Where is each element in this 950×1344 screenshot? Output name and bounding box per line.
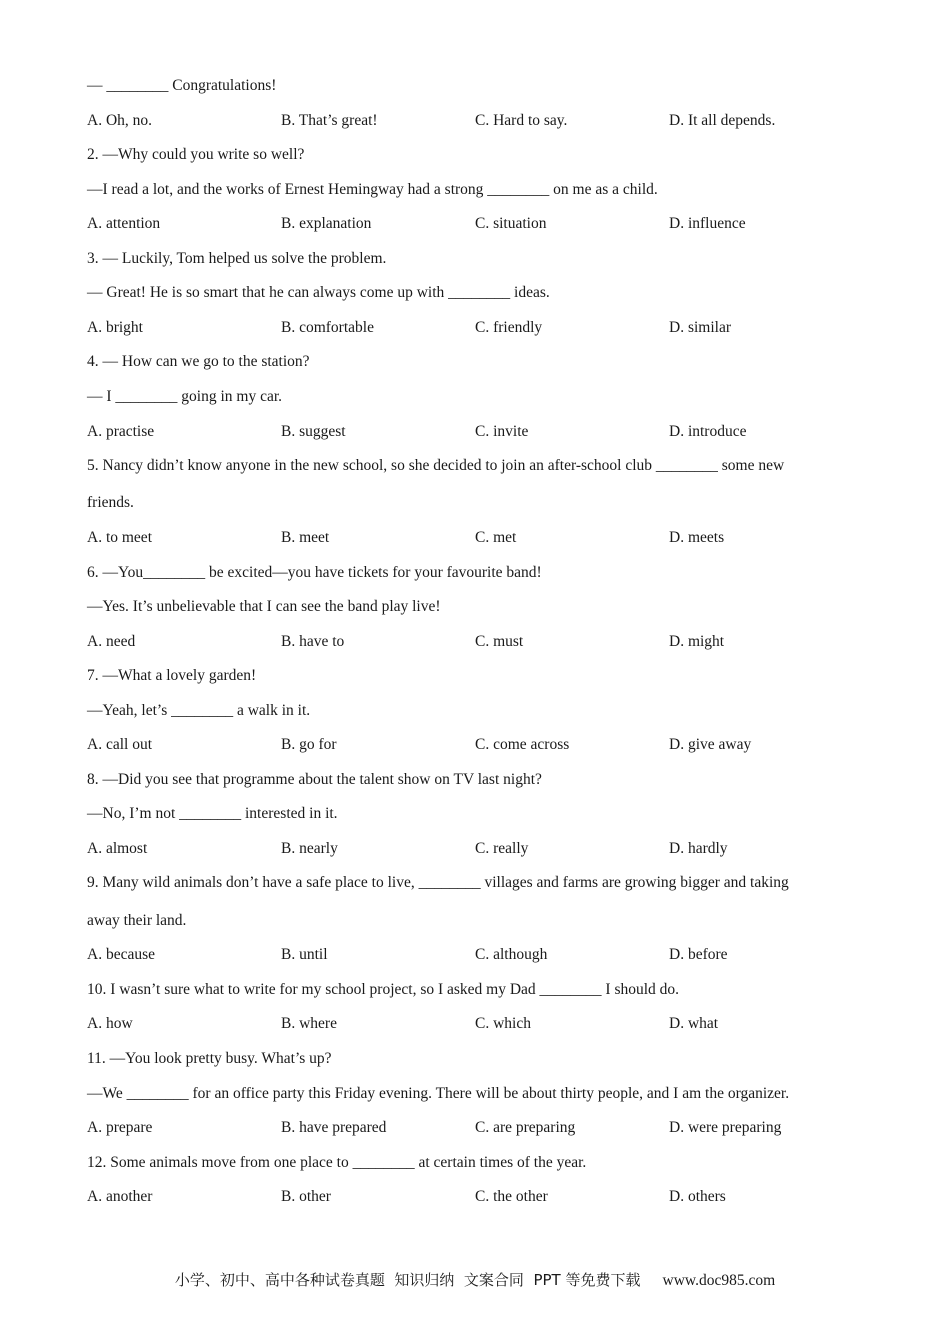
q5-question: 5. Nancy didn’t know anyone in the new school, so she decided to join an after-school club ________ some new <box>87 457 785 474</box>
q4-answer-line: — I ________ going in my car. <box>87 388 283 405</box>
q5-question-cont: friends. <box>87 494 134 511</box>
q11-question: 11. —You look pretty busy. What’s up? <box>87 1050 332 1067</box>
option-a: A. bright <box>87 319 143 336</box>
option-d: D. It all depends. <box>669 112 776 129</box>
q7-options <box>87 735 877 755</box>
q12-question: 12. Some animals move from one place to ________ at certain times of the year. <box>87 1154 587 1171</box>
option-b: B. where <box>281 1015 337 1032</box>
option-c: C. the other <box>475 1188 548 1205</box>
option-a: A. call out <box>87 736 152 753</box>
option-a: A. almost <box>87 840 148 857</box>
option-b: B. explanation <box>281 215 372 232</box>
q8-answer-line: —No, I’m not ________ interested in it. <box>87 805 338 822</box>
option-d: D. introduce <box>669 423 747 440</box>
q2-answer-line: —I read a lot, and the works of Ernest Hemingway had a strong ________ on me as a child. <box>87 181 658 198</box>
option-b: B. other <box>281 1188 331 1205</box>
option-a: A. to meet <box>87 529 152 546</box>
q3-question: 3. — Luckily, Tom helped us solve the problem. <box>87 250 387 267</box>
option-b: B. comfortable <box>281 319 374 336</box>
q4-options <box>87 422 877 442</box>
option-d: D. were preparing <box>669 1119 782 1136</box>
option-a: A. another <box>87 1188 153 1205</box>
q6-options <box>87 632 877 652</box>
q9-options <box>87 945 877 965</box>
q6-question: 6. —You________ be excited—you have tickets for your favourite band! <box>87 564 542 581</box>
q7-question: 7. —What a lovely garden! <box>87 667 257 684</box>
option-c: C. met <box>475 529 517 546</box>
q5-options <box>87 528 877 548</box>
option-d: D. similar <box>669 319 731 336</box>
option-b: B. That’s great! <box>281 112 378 129</box>
option-d: D. what <box>669 1015 719 1032</box>
footer-link[interactable]: www.doc985.com <box>662 1272 776 1289</box>
option-c: C. must <box>475 633 524 650</box>
option-c: C. Hard to say. <box>475 112 568 129</box>
option-b: B. go for <box>281 736 337 753</box>
q12-options <box>87 1187 877 1207</box>
option-c: C. invite <box>475 423 529 440</box>
option-b: B. suggest <box>281 423 346 440</box>
option-a: A. prepare <box>87 1119 153 1136</box>
option-c: C. really <box>475 840 529 857</box>
option-c: C. friendly <box>475 319 543 336</box>
option-b: B. nearly <box>281 840 338 857</box>
q2-question: 2. —Why could you write so well? <box>87 146 305 163</box>
option-a: A. need <box>87 633 136 650</box>
q11-answer-line: —We ________ for an office party this Friday evening. There will be about thirty people, and I am the organizer. <box>87 1085 790 1102</box>
q1-answer-line: — ________ Congratulations! <box>87 77 277 94</box>
option-b: B. have prepared <box>281 1119 387 1136</box>
option-b: B. meet <box>281 529 330 546</box>
option-d: D. give away <box>669 736 752 753</box>
q3-answer-line: — Great! He is so smart that he can always come up with ________ ideas. <box>87 284 550 301</box>
option-c: C. are preparing <box>475 1119 576 1136</box>
q8-options <box>87 839 877 859</box>
option-a: A. attention <box>87 215 161 232</box>
option-d: D. influence <box>669 215 746 232</box>
q2-options <box>87 214 877 234</box>
page-footer <box>0 1269 950 1290</box>
q10-question: 10. I wasn’t sure what to write for my school project, so I asked my Dad ________ I should do. <box>87 981 680 998</box>
q11-options <box>87 1118 877 1138</box>
q9-question-cont: away their land. <box>87 912 187 929</box>
footer-text: 小学、初中、高中各种试卷真题 知识归纳 文案合同 PPT 等免费下载 <box>174 1271 641 1289</box>
q4-question: 4. — How can we go to the station? <box>87 353 310 370</box>
option-a: A. how <box>87 1015 133 1032</box>
option-d: D. hardly <box>669 840 728 857</box>
option-d: D. others <box>669 1188 726 1205</box>
option-a: A. because <box>87 946 155 963</box>
q1-options <box>87 111 877 131</box>
q8-question: 8. —Did you see that programme about the talent show on TV last night? <box>87 771 542 788</box>
option-a: A. practise <box>87 423 155 440</box>
option-b: B. have to <box>281 633 345 650</box>
q6-answer-line: —Yes. It’s unbelievable that I can see the band play live! <box>87 598 441 615</box>
option-d: D. might <box>669 633 725 650</box>
q10-options <box>87 1014 877 1034</box>
option-d: D. before <box>669 946 728 963</box>
option-c: C. although <box>475 946 548 963</box>
q9-question: 9. Many wild animals don’t have a safe place to live, ________ villages and farms are growing bigger and taking <box>87 874 789 891</box>
option-b: B. until <box>281 946 328 963</box>
q7-answer-line: —Yeah, let’s ________ a walk in it. <box>87 702 311 719</box>
option-c: C. which <box>475 1015 531 1032</box>
q3-options <box>87 318 877 338</box>
option-c: C. come across <box>475 736 570 753</box>
option-c: C. situation <box>475 215 547 232</box>
option-a: A. Oh, no. <box>87 112 153 129</box>
option-d: D. meets <box>669 529 725 546</box>
